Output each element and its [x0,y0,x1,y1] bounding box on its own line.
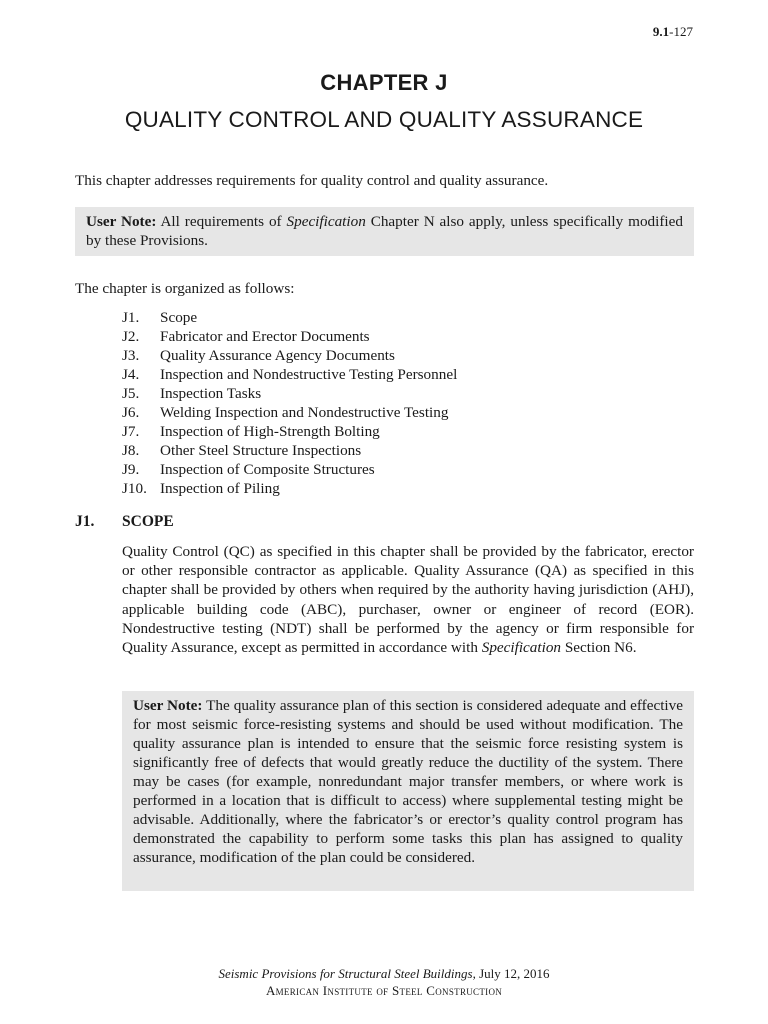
user-note-label: User Note: [86,213,157,230]
scope-text: Quality Control (QC) as specified in this chapter shall be provided by the fabricator, erector or other responsible contractor as applicable. Quality Assurance (QA) as specified in this chapter shall be provided by others when required by the authority having jurisdiction (AHJ), applicable building code (ABC), purchaser, owner or engineer of record (EOR). Nondestructive testing (NDT) shall be performed by the agency or firm responsible for Quality Assurance, except as permitted in accordance with [122,543,694,657]
chapter-title: QUALITY CONTROL AND QUALITY ASSURANCE [124,107,644,132]
toc-item [122,460,457,479]
toc-item-title: Inspection Tasks [160,385,262,402]
toc-item [122,327,457,346]
user-note-label: User Note: [133,697,203,714]
scope-italic: Specification [481,639,562,657]
toc-item-title: Quality Assurance Agency Documents [160,347,395,364]
toc-item-number: J7. [122,423,140,440]
user-note-box-scope [122,691,694,891]
user-note-text-end: Chapter N also apply, unless specifically modified by these Provisions. [86,213,683,249]
table-of-contents [122,308,457,498]
toc-item-number: J4. [122,366,140,383]
toc-item [122,422,457,441]
toc-item [122,308,457,327]
toc-item-number: J6. [122,404,140,421]
toc-item-number: J1. [122,309,140,326]
toc-item-number: J3. [122,347,140,364]
toc-item-number: J5. [122,385,140,402]
toc-item-number: J8. [122,442,140,459]
chapter-label: CHAPTER J [320,70,448,95]
user-note-text: All requirements of [156,213,287,230]
footer-publication-line [0,965,768,982]
toc-item [122,479,457,498]
page-number [653,24,693,40]
footer-organization: American Institute of Steel Construction [265,983,503,998]
scope-paragraph [122,542,694,657]
toc-item-title: Fabricator and Erector Documents [160,328,370,345]
toc-item-title: Welding Inspection and Nondestructive Testing [160,404,449,421]
user-note-italic: Specification [286,213,366,230]
page-number-volume: 9.1 [652,24,670,39]
section-heading-j1 [75,513,174,531]
footer-date: July 12, 2016 [475,966,550,981]
user-note-text: The quality assurance plan of this section is considered adequate and effective for most seismic force-resisting systems and should be used without modification. The quality assurance plan is intended to ensure that the seismic force resisting system is significantly free of defects that would greatly reduce the ductility of the system. There may be cases (for example, nonredundant major transfer members, or where work is performed in a location that is difficult to access) where supplemental testing might be advisable. Additionally, where the fabricator’s or erector’s quality control program has demonstrated the capability to perform some tasks this plan has assigned to quality assurance, modification of the plan could be considered. [133,697,683,866]
toc-item-title: Inspection of Composite Structures [160,461,375,478]
toc-item [122,441,457,460]
toc-item-title: Scope [160,309,198,326]
toc-item [122,403,457,422]
toc-item-number: J9. [122,461,140,478]
toc-item [122,365,457,384]
toc-item-title: Inspection and Nondestructive Testing Personnel [160,366,458,383]
toc-item-title: Other Steel Structure Inspections [160,442,362,459]
scope-text-end: Section N6. [561,639,637,657]
toc-item-number: J10. [122,480,147,497]
section-title: SCOPE [122,513,174,530]
section-number: J1. [75,513,95,530]
intro-paragraph: This chapter addresses requirements for quality control and quality assurance. [75,172,549,189]
toc-item [122,346,457,365]
toc-item-title: Inspection of Piling [160,480,280,497]
toc-item-number: J2. [122,328,140,345]
page-number-page: -127 [669,24,693,39]
organization-intro: The chapter is organized as follows: [75,280,295,297]
toc-item-title: Inspection of High-Strength Bolting [160,423,380,440]
footer-publication: Seismic Provisions for Structural Steel Buildings, [218,966,476,981]
user-note-box [75,207,694,256]
page-footer [0,965,768,999]
toc-item [122,384,457,403]
